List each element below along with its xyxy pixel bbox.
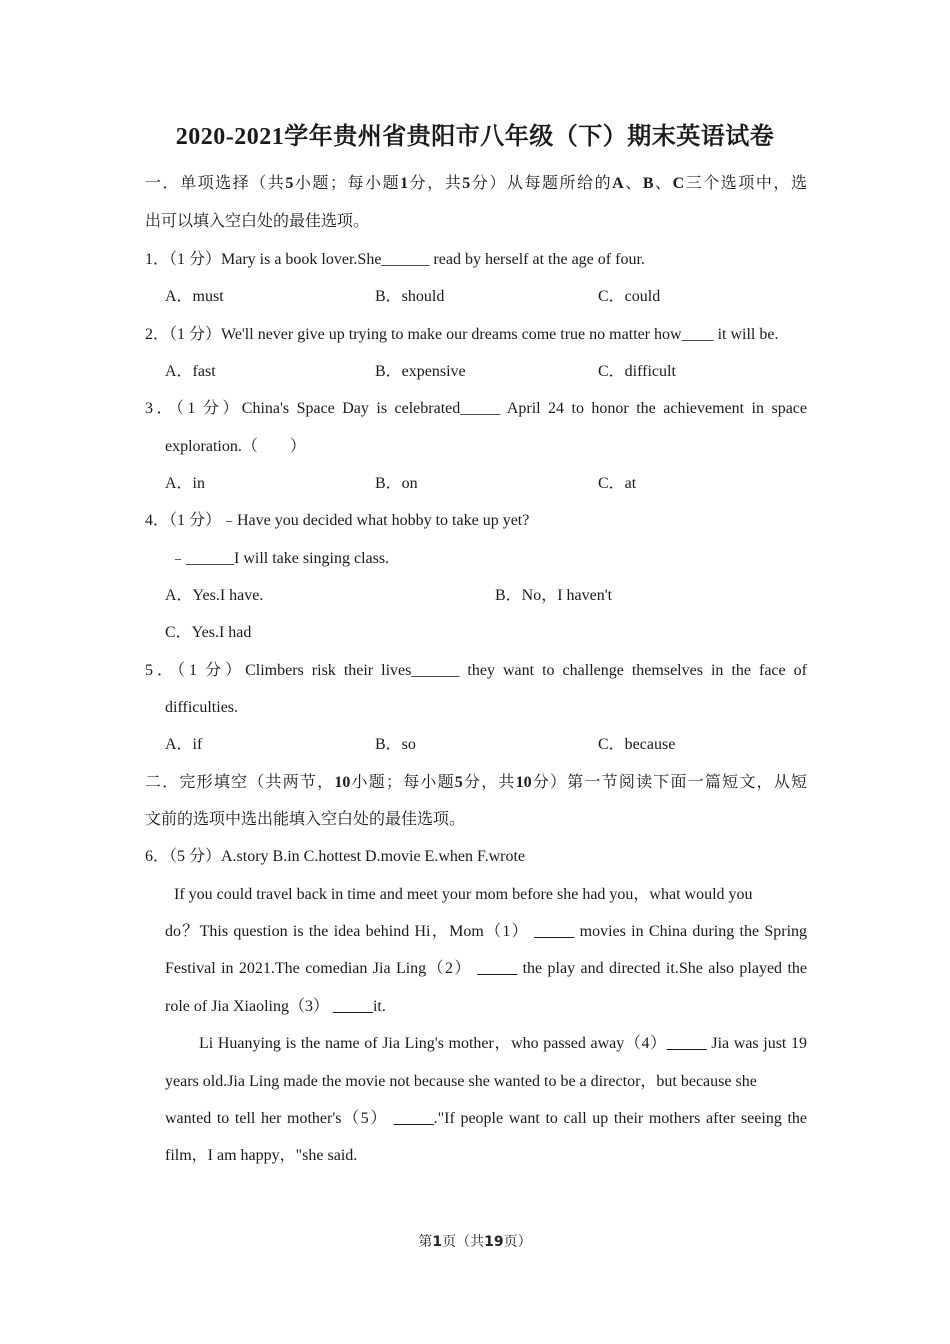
q3-option-a: A．in xyxy=(165,475,206,492)
text-span: 小题；每小题 xyxy=(293,175,401,192)
passage-p1-line2 xyxy=(165,922,807,942)
question-5-cont: difficulties. xyxy=(165,699,239,716)
q4-option-a: A．Yes.I have. xyxy=(165,587,264,604)
q5-option-c: C．because xyxy=(598,736,676,753)
text-span: 分）第一节阅读下面一篇短文，从短 xyxy=(531,774,807,791)
text-span: 分，共 xyxy=(408,175,463,192)
q2-option-b: B．expensive xyxy=(375,363,466,380)
bold-letter: B xyxy=(642,175,654,192)
question-4-reply: ﹣______I will take singing class. xyxy=(170,550,390,567)
question-3-cont: exploration.（ ） xyxy=(165,438,306,455)
text-span: 分，共 xyxy=(462,774,516,791)
page-number: 1 xyxy=(432,1234,443,1250)
q2-option-c: C．difficult xyxy=(598,363,676,380)
question-1: 1．（1 分）Mary is a book lover.She______ read by herself at the age of four. xyxy=(145,251,645,268)
text-span: 小题；每小题 xyxy=(350,774,455,791)
text-span: 、 xyxy=(653,175,673,192)
text-span: 分）从每题所给的 xyxy=(470,175,613,192)
text-span: 第 xyxy=(418,1234,433,1250)
q5-option-a: A．if xyxy=(165,736,203,753)
text-span: ."If people want to call up their mothers after seeing the xyxy=(433,1110,808,1127)
text-span: 、 xyxy=(623,175,643,192)
passage-p1-line3 xyxy=(165,959,807,979)
q3-option-b: B．on xyxy=(375,475,418,492)
bold-number: 1 xyxy=(400,175,409,192)
passage-p2-line3 xyxy=(165,1109,807,1129)
passage-p1-line4 xyxy=(165,997,807,1017)
text-span: 二．完形填空（共两节， xyxy=(145,774,335,791)
text-span: it. xyxy=(372,998,386,1015)
section-2-heading-cont: 文前的选项中选出能填入空白处的最佳选项。 xyxy=(145,811,466,828)
bold-letter: A xyxy=(612,175,624,192)
q5-option-b: B．so xyxy=(375,736,416,753)
section-1-heading xyxy=(145,174,807,194)
blank-1: _____ xyxy=(534,923,575,940)
text-span: wanted to tell her mother's（5） xyxy=(165,1110,388,1127)
bold-number: 10 xyxy=(515,774,532,791)
section-1-heading-cont: 出可以填入空白处的最佳选项。 xyxy=(145,213,370,230)
text-span: 页（共 xyxy=(442,1234,485,1250)
bold-letter: C xyxy=(672,175,685,192)
q2-option-a: A．fast xyxy=(165,363,216,380)
bold-number: 5 xyxy=(285,175,294,192)
text-span: Li Huanying is the name of Jia Ling's mother，who passed away（4） xyxy=(199,1035,667,1052)
page-total: 19 xyxy=(484,1234,504,1250)
q4-option-b: B．No，I haven't xyxy=(495,587,613,604)
blank-4: _____ xyxy=(666,1035,707,1052)
passage-p2-line1 xyxy=(199,1034,807,1054)
text-span: do？This question is the idea behind Hi，Mom（1） xyxy=(165,923,529,940)
text-span: Jia was just 19 xyxy=(711,1035,807,1052)
page-footer xyxy=(0,1231,950,1251)
question-3: 3．（1 分）China's Space Day is celebrated_____ April 24 to honor the achievement in space xyxy=(145,400,807,417)
blank-5: _____ xyxy=(393,1110,434,1127)
passage-p1-line1: If you could travel back in time and meet your mom before she had you，what would you xyxy=(174,886,753,903)
q1-option-a: A．must xyxy=(165,288,224,305)
text-span: role of Jia Xiaoling（3） xyxy=(165,998,329,1015)
passage-p2-line2: years old.Jia Ling made the movie not because she wanted to be a director，but because she xyxy=(165,1073,757,1090)
page-title: 2020-2021学年贵州省贵阳市八年级（下）期末英语试卷 xyxy=(175,124,775,150)
text-span: 页） xyxy=(503,1234,532,1250)
question-2: 2．（1 分）We'll never give up trying to make our dreams come true no matter how____ it will be. xyxy=(145,326,779,343)
blank-2: _____ xyxy=(477,960,518,977)
bold-number: 10 xyxy=(334,774,351,791)
q3-option-c: C．at xyxy=(598,475,637,492)
question-6-header: 6．（5 分）A.story B.in C.hottest D.movie E.when F.wrote xyxy=(145,848,526,865)
bold-number: 5 xyxy=(462,175,471,192)
text-span: 三个选项中，选 xyxy=(684,175,807,192)
question-4: 4．（1 分）﹣Have you decided what hobby to take up yet? xyxy=(145,512,530,529)
text-span: the play and directed it.She also played the xyxy=(522,960,808,977)
bold-number: 5 xyxy=(454,774,463,791)
text-span: movies in China during the Spring xyxy=(579,923,808,940)
text-span: Festival in 2021.The comedian Jia Ling（2） xyxy=(165,960,472,977)
q1-option-b: B．should xyxy=(375,288,445,305)
q1-option-c: C．could xyxy=(598,288,661,305)
text-span: 一．单项选择（共 xyxy=(145,175,286,192)
passage-p2-line4: film，I am happy，"she said. xyxy=(165,1147,358,1164)
q4-option-c: C．Yes.I had xyxy=(165,624,252,641)
question-5: 5．（1 分）Climbers risk their lives______ they want to challenge themselves in the face of xyxy=(145,662,807,679)
section-2-heading xyxy=(145,773,807,793)
blank-3: _____ xyxy=(332,998,373,1015)
